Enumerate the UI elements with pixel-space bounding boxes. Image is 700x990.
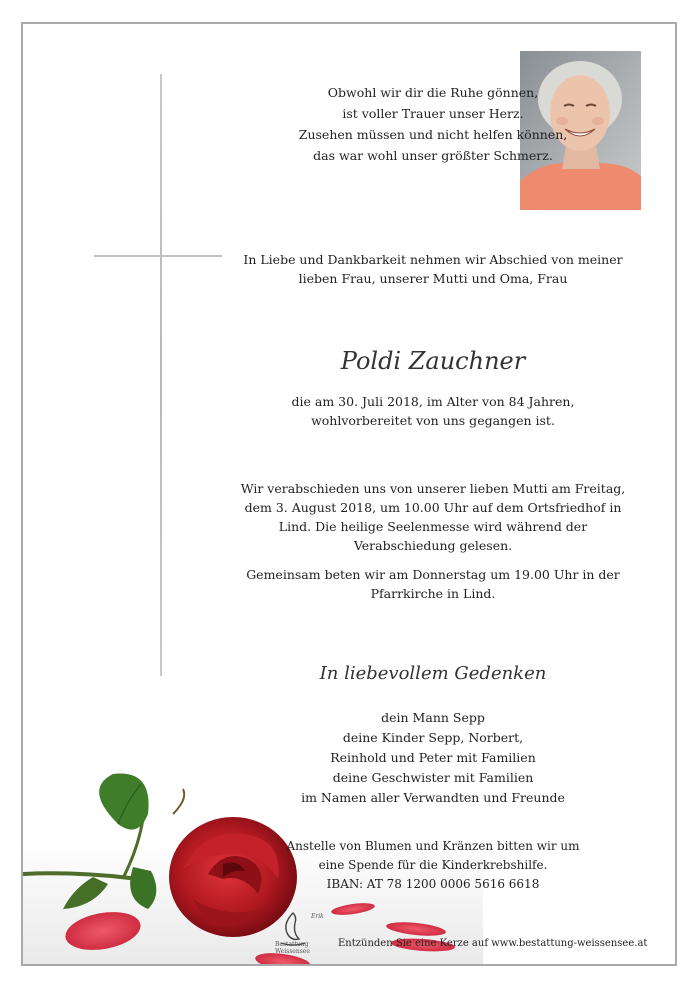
poem-line: Obwohl wir dir die Ruhe gönnen, xyxy=(327,85,539,100)
funeral-info xyxy=(223,479,643,555)
farewell-line: lieben Frau, unserer Mutti und Oma, Frau xyxy=(298,271,568,286)
farewell-text xyxy=(223,250,643,288)
obituary-card xyxy=(21,22,677,966)
mourner-line: Reinhold und Peter mit Familien xyxy=(330,750,536,765)
prayer-info-line: Pfarrkirche in Lind. xyxy=(370,586,496,601)
farewell-line: In Liebe und Dankbarkeit nehmen wir Abschied von meiner xyxy=(243,252,623,267)
footer xyxy=(273,909,663,953)
prayer-info xyxy=(223,565,643,603)
funeral-info-line: Lind. Die heilige Seelenmesse wird während der xyxy=(278,519,588,534)
death-info-line: wohlvorbereitet von uns gegangen ist. xyxy=(311,413,555,428)
prayer-info-line: Gemeinsam beten wir am Donnerstag um 19.00 Uhr in der xyxy=(246,567,620,582)
funeral-home-logo-icon xyxy=(273,909,343,953)
logo-text: Bestattung Weissensee xyxy=(275,941,310,955)
mourner-line: im Namen aller Verwandten und Freunde xyxy=(301,790,565,805)
mourner-line: deine Geschwister mit Familien xyxy=(332,770,534,785)
deceased-name: Poldi Zauchner xyxy=(340,347,526,375)
donation-text xyxy=(223,837,643,894)
cross-icon xyxy=(160,74,162,676)
donation-line: IBAN: AT 78 1200 0006 5616 6618 xyxy=(326,877,540,891)
mourner-line: deine Kinder Sepp, Norbert, xyxy=(342,730,524,745)
logo-text: Erik xyxy=(311,913,324,920)
poem-line: das war wohl unser größter Schmerz. xyxy=(313,148,553,163)
death-info xyxy=(223,392,643,430)
candle-link[interactable]: Entzünden Sie eine Kerze auf www.bestattung-weissensee.at xyxy=(338,938,648,949)
poem-line: Zusehen müssen und nicht helfen können, xyxy=(298,127,568,142)
cross-icon-beam xyxy=(94,255,222,257)
funeral-info-line: Verabschiedung gelesen. xyxy=(353,538,513,553)
funeral-info-line: dem 3. August 2018, um 10.00 Uhr auf dem Ortsfriedhof in xyxy=(244,500,622,515)
poem xyxy=(223,82,643,166)
donation-line: Anstelle von Blumen und Kränzen bitten wir um xyxy=(286,839,580,853)
memorial-heading: In liebevollem Gedenken xyxy=(319,663,547,684)
poem-line: ist voller Trauer unser Herz. xyxy=(342,106,524,121)
mourner-line: dein Mann Sepp xyxy=(381,710,485,725)
donation-line: eine Spende für die Kinderkrebshilfe. xyxy=(318,858,548,872)
death-info-line: die am 30. Juli 2018, im Alter von 84 Jahren, xyxy=(291,394,575,409)
funeral-info-line: Wir verabschieden uns von unserer lieben Mutti am Freitag, xyxy=(240,481,626,496)
